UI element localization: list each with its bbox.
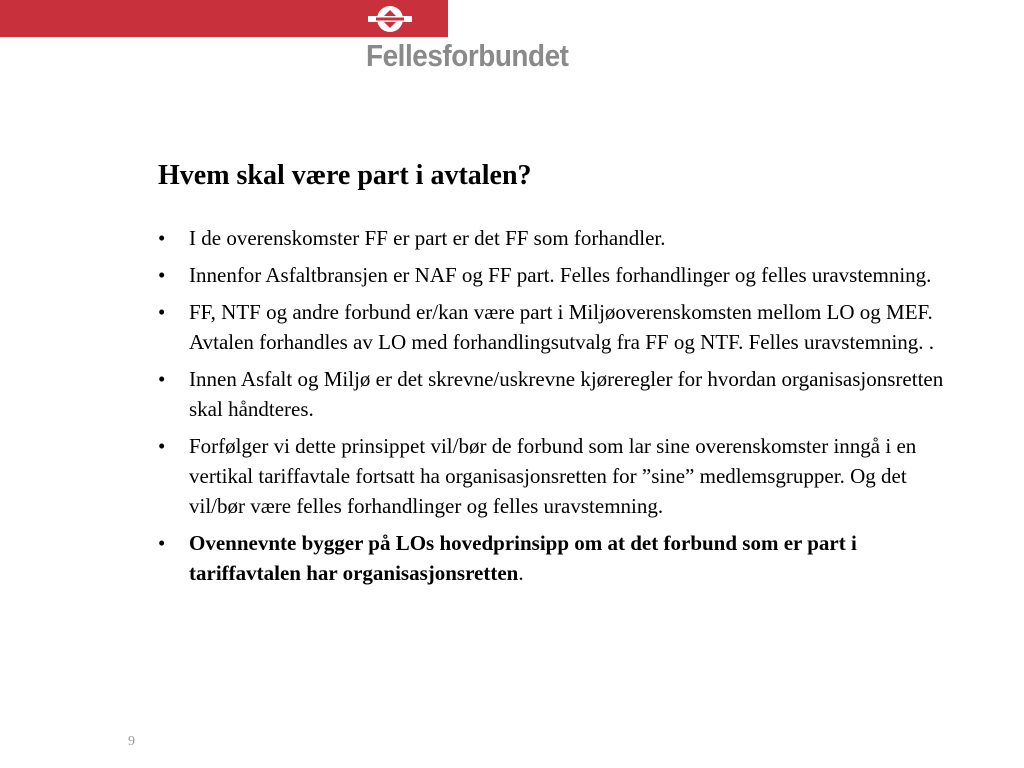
bullet-list [158,223,958,595]
bullet-marker: • [158,367,166,391]
bullet-marker: • [158,434,166,458]
bullet-item [158,364,958,424]
bullet-item [158,297,958,357]
bullet-suffix: . [518,561,524,585]
fellesforbundet-logo-icon [366,3,414,35]
bullet-marker: • [158,300,166,324]
bullet-text: Innenfor Asfaltbransjen er NAF og FF part. Felles forhandlinger og felles uravstemning. [189,263,932,287]
bullet-text: Ovennevnte bygger på LOs hovedprinsipp om at det forbund som er part i tariffavtalen har organisasjonsretten [189,531,857,585]
bullet-item [158,260,958,290]
bullet-item [158,223,958,253]
bullet-text: I de overenskomster FF er part er det FF som forhandler. [189,226,666,250]
bullet-marker: • [158,531,166,555]
slide-title: Hvem skal være part i avtalen? [158,160,532,191]
page-number: 9 [128,734,135,749]
bullet-marker: • [158,263,166,287]
bullet-text: Forfølger vi dette prinsippet vil/bør de forbund som lar sine overenskomster inngå i en vertikal tariffavtale fortsatt ha organisasjonsretten for ”sine” medlemsgrupper. Og det vil/bør være felles forhandlinger og felles uravstemning. [189,434,917,518]
bullet-marker: • [158,226,166,250]
bullet-text: FF, NTF og andre forbund er/kan være part i Miljøoverenskomsten mellom LO og MEF. Avtalen forhandles av LO med forhandlingsutvalg fra FF og NTF. Felles uravstemning. . [189,300,935,354]
bullet-item [158,431,958,521]
bullet-text: Innen Asfalt og Miljø er det skrevne/uskrevne kjøreregler for hvordan organisasjonsretten skal håndteres. [189,367,944,421]
brand-name: Fellesforbundet [366,38,569,73]
bullet-item-emphasis [158,528,958,588]
